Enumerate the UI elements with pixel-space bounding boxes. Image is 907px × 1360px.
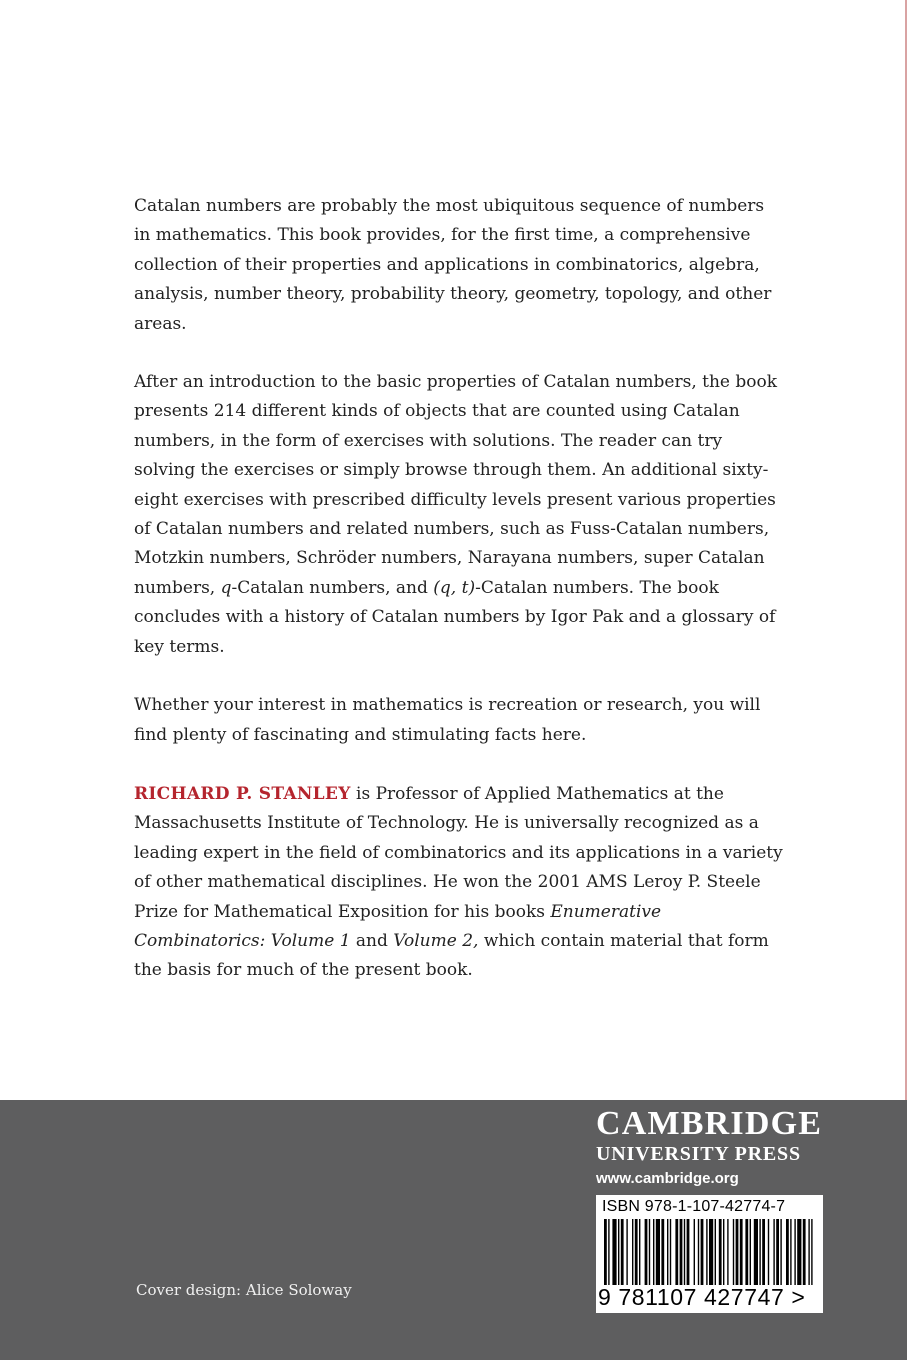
barcode-bar bbox=[797, 1219, 801, 1285]
barcode-bar bbox=[762, 1219, 765, 1285]
barcode-bar bbox=[768, 1219, 769, 1285]
barcode-bar bbox=[667, 1219, 668, 1285]
blurb-paragraph-3: Whether your interest in mathematics is recreation or research, you will find plenty of fascinating and stimulating facts here. bbox=[134, 695, 761, 745]
barcode-bar bbox=[621, 1219, 624, 1285]
barcode-box bbox=[596, 1195, 823, 1313]
barcode-bar bbox=[736, 1219, 739, 1285]
barcode-bar bbox=[727, 1219, 728, 1285]
cover-credit: Cover design: Alice Soloway bbox=[136, 1281, 352, 1299]
barcode-bar bbox=[645, 1219, 648, 1285]
barcode-bar bbox=[687, 1219, 690, 1285]
barcode-bar bbox=[715, 1219, 716, 1285]
publisher-subtitle: UNIVERSITY PRESS bbox=[596, 1143, 801, 1165]
barcode-bar bbox=[808, 1219, 809, 1285]
book-title-1: Enumerative Combinatorics: Volume 1 bbox=[134, 901, 662, 952]
barcode-bar bbox=[745, 1219, 748, 1285]
publisher-logo bbox=[596, 1106, 826, 1192]
barcode-bar bbox=[780, 1219, 781, 1285]
barcode-bar bbox=[653, 1219, 654, 1285]
barcode-bar bbox=[759, 1219, 760, 1285]
barcode-bar bbox=[773, 1219, 774, 1285]
barcode-bar bbox=[632, 1219, 633, 1285]
barcode-bar bbox=[790, 1219, 791, 1285]
publisher-url: www.cambridge.org bbox=[596, 1170, 739, 1187]
barcode-bar bbox=[680, 1219, 683, 1285]
author-bio-part-b: which contain material that form the basis for much of the present book. bbox=[134, 931, 769, 981]
barcode-bar bbox=[803, 1219, 806, 1285]
barcode-bar bbox=[794, 1219, 795, 1285]
barcode-bar bbox=[604, 1219, 607, 1285]
barcode-icon bbox=[604, 1219, 816, 1285]
barcode-bar bbox=[626, 1219, 627, 1285]
barcode-bar bbox=[661, 1219, 664, 1285]
author-bio-and: and bbox=[350, 931, 394, 952]
barcode-bar bbox=[740, 1219, 743, 1285]
barcode-bar bbox=[719, 1219, 722, 1285]
barcode-bar bbox=[618, 1219, 619, 1285]
isbn-label: ISBN 978-1-107-42774-7 bbox=[602, 1198, 786, 1215]
barcode-bar bbox=[706, 1219, 707, 1285]
barcode-bar bbox=[733, 1219, 734, 1285]
barcode-bar bbox=[701, 1219, 704, 1285]
publisher-name: CAMBRIDGE bbox=[596, 1105, 823, 1142]
author-bio-part-a: is Professor of Applied Mathematics at the Massachusetts Institute of Technology. He is universally recognized as a leading expert in the field of combinatorics and its applications in a variety of other mathematical disciplines. He won the 2001 AMS Leroy P. Steele Prize for Mathematical Exposition for his books bbox=[134, 784, 783, 922]
blurb bbox=[134, 192, 784, 779]
barcode-bar bbox=[750, 1219, 751, 1285]
barcode-bar bbox=[656, 1219, 660, 1285]
barcode-bar bbox=[670, 1219, 671, 1285]
barcode-bar bbox=[811, 1219, 812, 1285]
barcode-bar bbox=[608, 1219, 609, 1285]
blurb-paragraph-2-part-a: After an introduction to the basic properties of Catalan numbers, the book presents 214 different kinds of objects that are counted using Catalan numbers, in the form of exercises with solutions. The reader can try solving the exercises or simply browse through them. An additional sixty-eight exercises with prescribed difficulty levels present various properties of Catalan numbers and related numbers, such as Fuss-Catalan numbers, Motzkin numbers, Schröder numbers, Narayana numbers, super Catalan numbers, bbox=[134, 372, 778, 598]
barcode-bar bbox=[709, 1219, 713, 1285]
author-bio bbox=[134, 780, 784, 986]
blurb-paragraph-2-part-c: -Catalan numbers. The book concludes with a history of Catalan numbers by Igor Pak and a glossary of key terms. bbox=[134, 577, 776, 657]
barcode-bar bbox=[639, 1219, 640, 1285]
blurb-paragraph-2-part-b: -Catalan numbers, and bbox=[231, 577, 434, 598]
barcode-bar bbox=[649, 1219, 650, 1285]
author-name: RICHARD P. STANLEY bbox=[134, 784, 351, 804]
barcode-bar bbox=[754, 1219, 758, 1285]
barcode-bar bbox=[694, 1219, 695, 1285]
barcode-bar bbox=[776, 1219, 779, 1285]
barcode-bar bbox=[786, 1219, 789, 1285]
q-symbol: q bbox=[220, 577, 232, 598]
barcode-bar bbox=[635, 1219, 638, 1285]
barcode-bar bbox=[675, 1219, 678, 1285]
barcode-bar bbox=[612, 1219, 616, 1285]
barcode-bar bbox=[684, 1219, 685, 1285]
blurb-paragraph-1: Catalan numbers are probably the most ubiquitous sequence of numbers in mathematics. This book provides, for the first time, a comprehensive collection of their properties and applications in combinatorics, algebra, analysis, number theory, probability theory, geometry, topology, and other areas. bbox=[134, 196, 772, 334]
barcode-digits: 9 781107 427747 > bbox=[598, 1284, 806, 1310]
barcode-bar bbox=[723, 1219, 724, 1285]
book-title-2: Volume 2, bbox=[393, 931, 479, 952]
barcode-bar bbox=[698, 1219, 699, 1285]
qt-symbol: (q, t) bbox=[433, 577, 476, 598]
blurb-paragraph-2 bbox=[134, 368, 784, 662]
